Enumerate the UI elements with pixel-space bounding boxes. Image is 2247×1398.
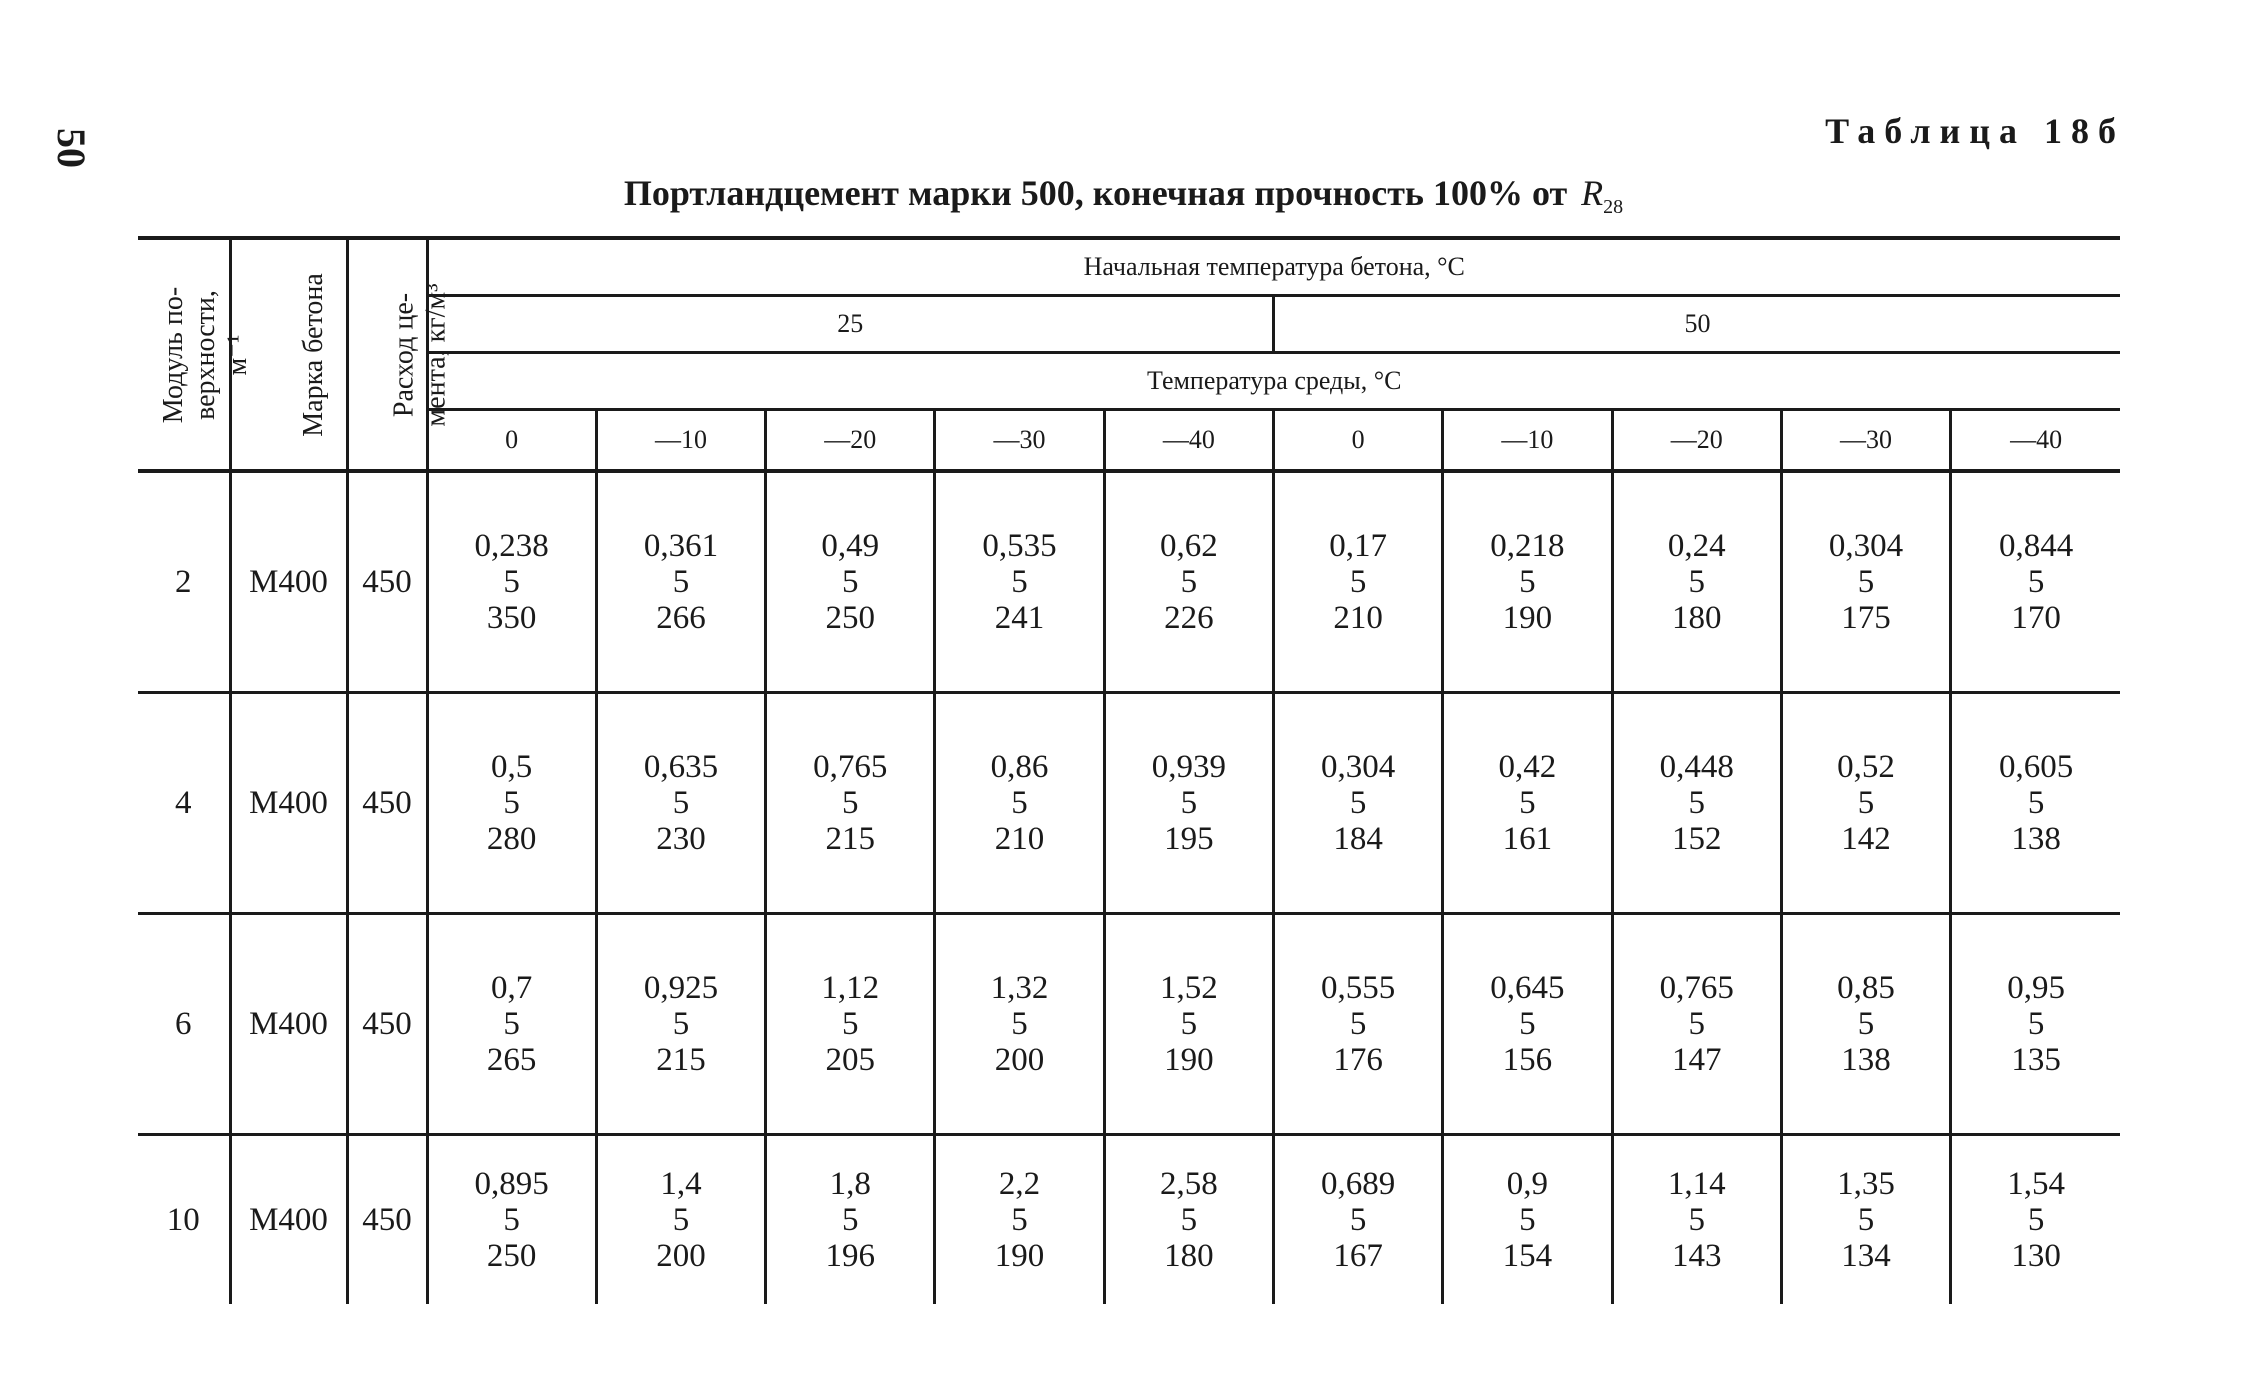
cell-value-line: 350 [486, 600, 537, 636]
cell-value-line: 5 [503, 785, 520, 821]
cell-value-line: 0,9 [1506, 1166, 1549, 1202]
cell-value-line: 156 [1502, 1042, 1553, 1078]
cell-value-line: 0,17 [1329, 528, 1387, 564]
cell-value-line: 215 [825, 821, 875, 857]
cell-value-line: 5 [1857, 1006, 1875, 1042]
cell-value [427, 914, 596, 1135]
cell-value-line: 176 [1333, 1042, 1383, 1078]
cell-value [1443, 914, 1612, 1135]
cell-value-line: 0,925 [643, 970, 719, 1006]
cell-value [1612, 693, 1781, 914]
cell-value-line: 134 [1841, 1238, 1891, 1274]
cell-value [766, 914, 935, 1135]
cell-value [766, 693, 935, 914]
cell-value-line: 167 [1333, 1238, 1383, 1274]
cell-value-line: 190 [1502, 600, 1553, 636]
header-ambient-temperature: Температура среды, °С [427, 353, 2120, 410]
cell-value-line: 5 [1011, 785, 1028, 821]
cell-concrete-grade: М400 [230, 914, 347, 1135]
cell-value [1781, 1135, 1950, 1305]
cell-value-line: 5 [1349, 564, 1367, 600]
cell-value-line: 5 [1180, 1006, 1198, 1042]
cell-value-line: 5 [1857, 564, 1875, 600]
cell-value-line: 5 [1011, 1202, 1028, 1238]
cell-value-line: 5 [1011, 564, 1028, 600]
cell-value-line: 265 [486, 1042, 537, 1078]
cell-value-line: 5 [841, 1006, 859, 1042]
header-initial-temperature: Начальная температура бетона, °С [427, 238, 2120, 296]
cell-value-line: 5 [1688, 785, 1705, 821]
cell-cement-consumption: 450 [347, 693, 427, 914]
cell-value [1273, 471, 1442, 693]
cell-value-line: 180 [1164, 1238, 1214, 1274]
cell-concrete-grade: М400 [230, 471, 347, 693]
table-body [138, 471, 2120, 1304]
cell-value [596, 1135, 765, 1305]
cell-value-line: 135 [2011, 1042, 2061, 1078]
cell-concrete-grade: М400 [230, 693, 347, 914]
cell-value [1951, 693, 2120, 914]
cell-value-line: 5 [1688, 1006, 1705, 1042]
cell-value [1104, 693, 1273, 914]
cell-value-line: 0,86 [990, 749, 1049, 785]
cell-value-line: 266 [656, 600, 706, 636]
table-row [138, 471, 2120, 693]
cell-value-line: 0,535 [982, 528, 1057, 564]
cell-value-line: 1,12 [821, 970, 880, 1006]
cell-value-line: 170 [2011, 600, 2061, 636]
cell-value-line: 5 [2027, 1202, 2045, 1238]
cell-value-line: 5 [1519, 564, 1536, 600]
cell-value-line: 215 [656, 1042, 706, 1078]
table-row [138, 914, 2120, 1135]
cell-value-line: 0,765 [813, 749, 888, 785]
cell-value-line: 0,95 [2007, 970, 2065, 1006]
cell-value-line: 0,62 [1159, 528, 1218, 564]
table-label: Таблица 18б [1825, 111, 2125, 151]
cell-value [935, 1135, 1104, 1305]
cell-cement-consumption: 450 [347, 471, 427, 693]
cell-value-line: 5 [2027, 785, 2045, 821]
cell-value-line: 280 [486, 821, 537, 857]
cell-value-line: 1,32 [990, 970, 1049, 1006]
cell-value-line: 5 [1519, 1006, 1536, 1042]
cell-value [935, 693, 1104, 914]
cell-value-line: 5 [2027, 564, 2045, 600]
header-ambient-temp-value: —20 [766, 410, 935, 472]
cell-value [1781, 693, 1950, 914]
cell-surface-modulus: 2 [138, 471, 230, 693]
cell-value [1443, 1135, 1612, 1305]
title-text: Портландцемент марки 500, конечная прочность 100% от [623, 173, 1568, 213]
cell-value [1612, 471, 1781, 693]
header-concrete-grade: Марка бетона [230, 238, 347, 471]
table-row [138, 1135, 2120, 1305]
cell-value-line: 2,2 [998, 1166, 1041, 1202]
cell-concrete-grade: М400 [230, 1135, 347, 1305]
cell-value-line: 210 [1333, 600, 1383, 636]
cell-value-line: 5 [841, 785, 859, 821]
cell-value [427, 693, 596, 914]
cell-value-line: 226 [1164, 600, 1214, 636]
cell-value-line: 0,304 [1321, 749, 1396, 785]
cell-value-line: 0,635 [643, 749, 719, 785]
cell-value-line: 0,605 [1998, 749, 2074, 785]
cell-value-line: 5 [1519, 1202, 1536, 1238]
cell-value-line: 0,52 [1837, 749, 1895, 785]
cell-value-line: 5 [1180, 785, 1198, 821]
cell-value-line: 5 [1857, 1202, 1875, 1238]
cell-value [1951, 1135, 2120, 1305]
cell-value [1951, 471, 2120, 693]
cell-cement-consumption: 450 [347, 914, 427, 1135]
cell-value-line: 5 [841, 1202, 859, 1238]
table-title [0, 172, 2247, 219]
cell-value-line: 0,645 [1490, 970, 1565, 1006]
cell-value [1104, 471, 1273, 693]
cell-cement-consumption: 450 [347, 1135, 427, 1305]
cell-value [1612, 914, 1781, 1135]
cell-value [1612, 1135, 1781, 1305]
cell-value-line: 180 [1671, 600, 1722, 636]
cell-value-line: 5 [1688, 564, 1705, 600]
header-surface-modulus: Модуль по- верхности, м⁻¹ [138, 238, 230, 471]
cell-value-line: 147 [1671, 1042, 1722, 1078]
header-ambient-temp-value: —30 [935, 410, 1104, 472]
cell-value-line: 1,54 [2007, 1166, 2065, 1202]
cell-value [596, 693, 765, 914]
header-ambient-temp-value: —20 [1612, 410, 1781, 472]
cell-value-line: 5 [841, 564, 859, 600]
header-cement-consumption: Расход це- мента, кг/м³ [347, 238, 427, 471]
cell-value [1781, 914, 1950, 1135]
cell-value-line: 200 [994, 1042, 1045, 1078]
header-ambient-temp-value: —10 [596, 410, 765, 472]
cell-value-line: 5 [1349, 785, 1367, 821]
cell-value-line: 138 [2011, 821, 2061, 857]
cell-value-line: 5 [672, 564, 690, 600]
cell-value [1273, 1135, 1442, 1305]
cell-value-line: 0,238 [474, 528, 549, 564]
cell-value [596, 914, 765, 1135]
cell-value-line: 5 [1349, 1202, 1367, 1238]
cell-value-line: 1,52 [1159, 970, 1218, 1006]
cell-value [1443, 471, 1612, 693]
cell-value [766, 1135, 935, 1305]
cell-value-line: 0,361 [643, 528, 719, 564]
header-ambient-temp-value: —30 [1781, 410, 1950, 472]
cell-value [935, 471, 1104, 693]
cell-value-line: 5 [1519, 785, 1536, 821]
cell-value-line: 5 [503, 1202, 520, 1238]
cell-value-line: 142 [1841, 821, 1891, 857]
cell-value-line: 5 [1011, 1006, 1028, 1042]
cell-value-line: 0,24 [1667, 528, 1726, 564]
cell-value-line: 0,844 [1998, 528, 2074, 564]
cell-value-line: 5 [1857, 785, 1875, 821]
cell-value-line: 210 [994, 821, 1045, 857]
cell-value-line: 5 [503, 1006, 520, 1042]
cell-value [427, 471, 596, 693]
cell-value [1273, 693, 1442, 914]
header-ambient-temp-value: —40 [1951, 410, 2120, 472]
cell-value-line: 1,4 [660, 1166, 702, 1202]
cell-value-line: 230 [656, 821, 706, 857]
cell-value-line: 0,5 [491, 749, 533, 785]
cell-value-line: 241 [994, 600, 1045, 636]
cell-value-line: 0,42 [1498, 749, 1557, 785]
cell-value-line: 5 [1180, 1202, 1198, 1238]
cell-value [1443, 693, 1612, 914]
cell-value-line: 5 [1180, 564, 1198, 600]
cell-value-line: 0,895 [474, 1166, 549, 1202]
cell-value-line: 161 [1502, 821, 1553, 857]
cell-value-line: 1,8 [829, 1166, 871, 1202]
cell-value-line: 154 [1502, 1238, 1553, 1274]
cell-value-line: 190 [994, 1238, 1045, 1274]
cell-value [1104, 914, 1273, 1135]
cell-value-line: 250 [486, 1238, 537, 1274]
cell-value [1951, 914, 2120, 1135]
cell-value-line: 205 [825, 1042, 875, 1078]
header-ambient-temp-value: 0 [1273, 410, 1442, 472]
cell-value [596, 471, 765, 693]
cell-value-line: 5 [503, 564, 520, 600]
cell-value-line: 1,35 [1837, 1166, 1895, 1202]
cell-value-line: 5 [2027, 1006, 2045, 1042]
title-symbol: $R_{28}$ [1581, 173, 1624, 219]
cell-value-line: 200 [656, 1238, 706, 1274]
header-ambient-temp-value: —10 [1443, 410, 1612, 472]
cell-value-line: 5 [672, 1006, 690, 1042]
cell-value-line: 0,49 [821, 528, 880, 564]
page-number: 50 [49, 128, 94, 168]
cell-value [1273, 914, 1442, 1135]
table-row [138, 693, 2120, 914]
cell-value-line: 138 [1841, 1042, 1891, 1078]
cell-value-line: 1,14 [1667, 1166, 1726, 1202]
cell-value-line: 196 [825, 1238, 875, 1274]
cell-value [1781, 471, 1950, 693]
cell-value-line: 5 [1349, 1006, 1367, 1042]
cell-value-line: 5 [672, 1202, 690, 1238]
cell-surface-modulus: 6 [138, 914, 230, 1135]
cell-value [1104, 1135, 1273, 1305]
cell-value-line: 0,304 [1828, 528, 1904, 564]
cell-value [935, 914, 1104, 1135]
cell-value-line: 0,765 [1659, 970, 1734, 1006]
cell-value [427, 1135, 596, 1305]
cell-value-line: 152 [1671, 821, 1722, 857]
header-initial-temp-25: 25 [427, 296, 1273, 353]
cell-value-line: 175 [1841, 600, 1891, 636]
cell-value [766, 471, 935, 693]
cell-value-line: 0,555 [1321, 970, 1396, 1006]
cell-value-line: 143 [1671, 1238, 1722, 1274]
cell-value-line: 195 [1164, 821, 1214, 857]
header-ambient-temp-value: 0 [427, 410, 596, 472]
cell-value-line: 2,58 [1159, 1166, 1218, 1202]
cell-value-line: 184 [1333, 821, 1383, 857]
cell-value-line: 130 [2011, 1238, 2061, 1274]
header-initial-temp-50: 50 [1273, 296, 2120, 353]
cell-value-line: 190 [1164, 1042, 1214, 1078]
cell-value-line: 0,689 [1321, 1166, 1396, 1202]
header-ambient-temp-value: —40 [1104, 410, 1273, 472]
cell-value-line: 5 [672, 785, 690, 821]
cell-surface-modulus: 4 [138, 693, 230, 914]
cell-value-line: 0,85 [1837, 970, 1895, 1006]
title-symbol-subscript: 28 [1603, 196, 1624, 219]
cell-surface-modulus: 10 [138, 1135, 230, 1305]
cell-value-line: 5 [1688, 1202, 1705, 1238]
cell-value-line: 250 [825, 600, 875, 636]
cell-value-line: 0,7 [491, 970, 533, 1006]
cell-value-line: 0,448 [1659, 749, 1734, 785]
cell-value-line: 0,939 [1151, 749, 1226, 785]
data-table [138, 236, 2120, 1304]
cell-value-line: 0,218 [1490, 528, 1565, 564]
